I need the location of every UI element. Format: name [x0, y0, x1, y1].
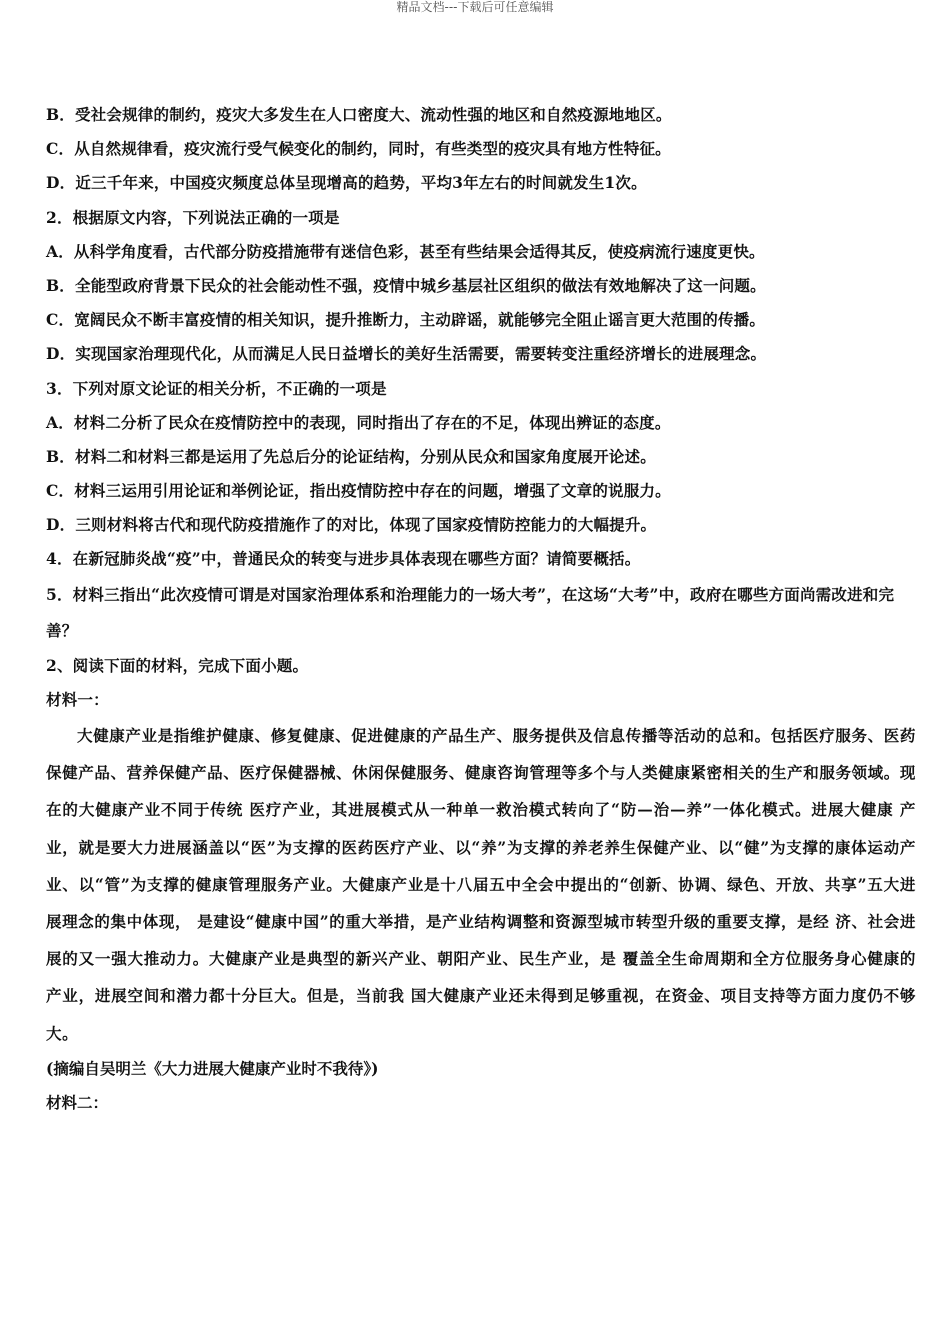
material-1-source: (摘编自吴明兰《大力进展大健康产业时不我待》)	[46, 1058, 379, 1078]
option-b-q3: B．材料二和材料三都是运用了先总后分的论证结构，分别从民众和国家角度展开论述。	[46, 446, 656, 466]
document-body	[46, 98, 916, 1120]
option-a-q3: A．材料二分析了民众在疫情防控中的表现，同时指出了存在的不足，体现出辨证的态度。	[46, 412, 671, 432]
question-5: 5．材料三指出“此次疫情可谓是对国家治理体系和治理能力的一场大考”，在这场“大考”中，政府在哪些方面尚需改进和完善？	[46, 584, 895, 640]
option-d-q3: D．三则材料将古代和现代防疫措施作了的对比，体现了国家疫情防控能力的大幅提升。	[46, 515, 657, 535]
material-1-label: 材料一：	[46, 689, 109, 709]
option-a-q2: A．从科学角度看，古代部分防疫措施带有迷信色彩，甚至有些结果会适得其反，使疫病流行速度更快。	[46, 241, 765, 261]
option-b-q2: B．全能型政府背景下民众的社会能动性不强，疫情中城乡基层社区组织的做法有效地解决了这一问题。	[46, 275, 766, 295]
material-2-label: 材料二：	[46, 1092, 109, 1112]
option-c-q3: C．材料三运用引用论证和举例论证，指出疫情防控中存在的问题，增强了文章的说服力。	[46, 481, 671, 501]
section-2-title: 2、阅读下面的材料，完成下面小题。	[46, 655, 309, 675]
question-2: 2．根据原文内容，下列说法正确的一项是	[46, 207, 340, 227]
option-c-q1: C．从自然规律看，疫灾流行受气候变化的制约，同时，有些类型的疫灾具有地方性特征。	[46, 139, 671, 159]
material-1-text: 大健康产业是指维护健康、修复健康、促进健康的产品生产、服务提供及信息传播等活动的总和。包括医疗服务、医药保健产品、营养保健产品、医疗保健器械、休闲保健服务、健康咨询管理等多个与人类健康紧密相关的生产和服务领域。现在的大健康产业不同于传统 医疗产业，其进展模式从一种单一救治模式转向了“防—治—养”一体化模式。进展大健康 产业，就是要大力进展涵盖以“医”为支撑的医药医疗产业、以“养”为支撑的养老养生保健产业、以“健”为支撑的康体运动产业、以“管”为支撑的健康管理服务产业。大健康产业是十八届五中全会中提出的“创新、协调、绿色、开放、共享”五大进展理念的集中体现， 是建设“健康中国”的重大举措，是产业结构调整和资源型城市转型升级的重要支撑，是经 济、社会进展的又一强大推动力。大健康产业是典型的新兴产业、朝阳产业、民生产业，是 覆盖全生命周期和全方位服务身心健康的产业，进展空间和潜力都十分巨大。但是，当前我 国大健康产业还未得到足够重视，在资金、项目支持等方面力度仍不够大。	[46, 726, 916, 1043]
question-4: 4．在新冠肺炎战“疫”中，普通民众的转变与进步具体表现在哪些方面？请简要概括。	[46, 549, 641, 569]
option-d-q1: D．近三千年来，中国疫灾频度总体呈现增高的趋势，平均3年左右的时间就发生1次。	[46, 173, 647, 193]
option-c-q2: C．宽阔民众不断丰富疫情的相关知识，提升推断力，主动辟谣，就能够完全阻止谣言更大范围的传播。	[46, 310, 766, 330]
page-header: 精品文档---下载后可任意编辑	[396, 0, 554, 14]
option-d-q2: D．实现国家治理现代化，从而满足人民日益增长的美好生活需要，需要转变注重经济增长的进展理念。	[46, 344, 767, 364]
option-b-q1: B．受社会规律的制约，疫灾大多发生在人口密度大、流动性强的地区和自然疫源地地区。	[46, 105, 672, 124]
question-3: 3．下列对原文论证的相关分析，不正确的一项是	[46, 378, 387, 398]
